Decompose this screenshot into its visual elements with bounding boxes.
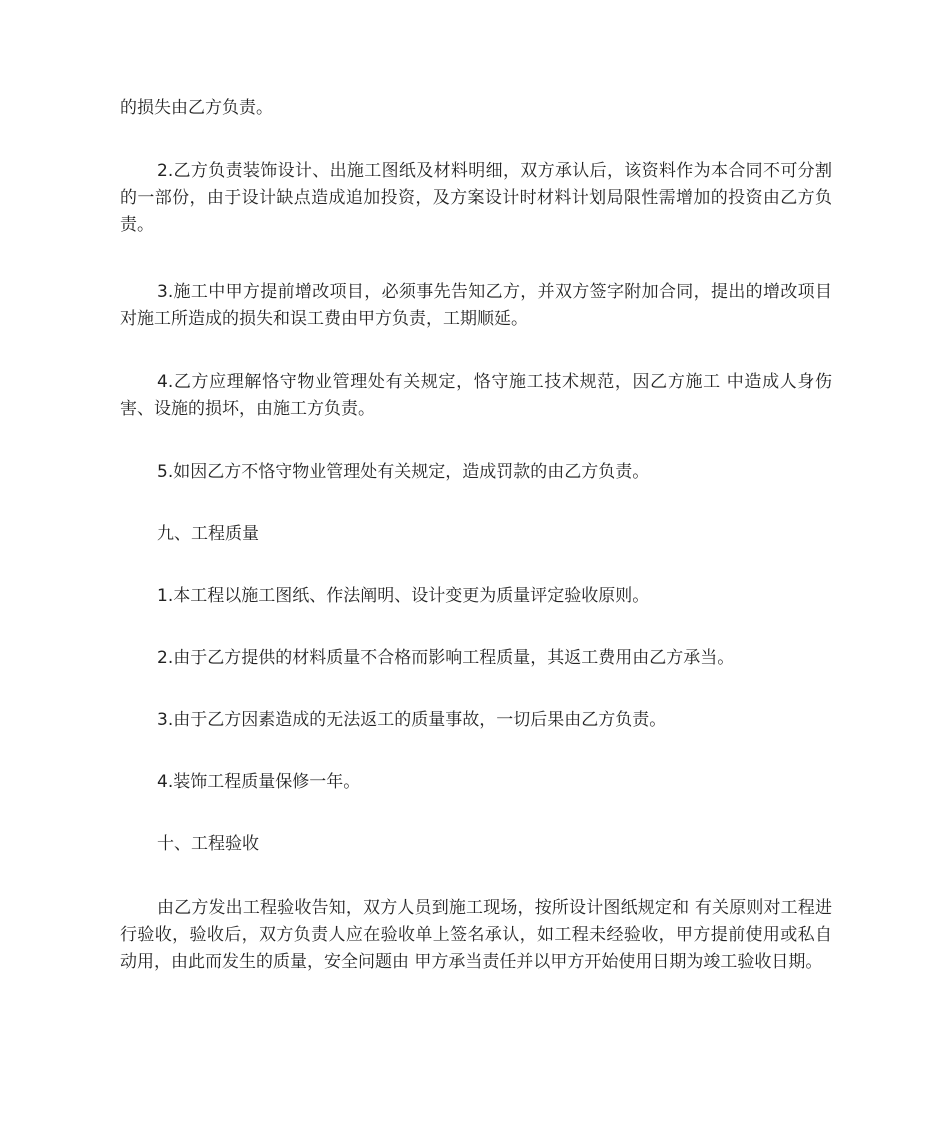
- clause-8-2: 2.乙方负责装饰设计、出施工图纸及材料明细，双方承认后，该资料作为本合同不可分割的一部份，由于设计缺点造成追加投资，及方案设计时材料计划局限性需增加的投资由乙方负责。: [120, 161, 832, 235]
- clause-8-5: 5.如因乙方不恪守物业管理处有关规定，造成罚款的由乙方负责。: [157, 462, 650, 482]
- section-heading-10: 十、工程验收: [157, 834, 259, 854]
- clause-9-1: 1.本工程以施工图纸、作法阐明、设计变更为质量评定验收原则。: [157, 586, 650, 606]
- clause-9-2: 2.由于乙方提供的材料质量不合格而影响工程质量，其返工费用由乙方承当。: [157, 648, 735, 668]
- clause-9-4: 4.装饰工程质量保修一年。: [157, 772, 361, 792]
- paragraph-continuation: 的损失由乙方负责。: [120, 98, 273, 118]
- section-heading-9: 九、工程质量: [157, 524, 259, 544]
- clause-8-3: 3.施工中甲方提前增改项目，必须事先告知乙方，并双方签字附加合同，提出的增改项目对施工所造成的损失和误工费由甲方负责，工期顺延。: [120, 282, 832, 329]
- clause-10-body: 由乙方发出工程验收告知，双方人员到施工现场，按所设计图纸规定和 有关原则对工程进行验收，验收后，双方负责人应在验收单上签名承认，如工程未经验收，甲方提前使用或私自动用，由此而发生的质量，安全问题由 甲方承当责任并以甲方开始使用日期为竣工验收日期。: [120, 898, 832, 972]
- clause-9-3: 3.由于乙方因素造成的无法返工的质量事故，一切后果由乙方负责。: [157, 710, 667, 730]
- clause-8-4: 4.乙方应理解恪守物业管理处有关规定，恪守施工技术规范，因乙方施工 中造成人身伤害、设施的损坏，由施工方负责。: [120, 372, 832, 419]
